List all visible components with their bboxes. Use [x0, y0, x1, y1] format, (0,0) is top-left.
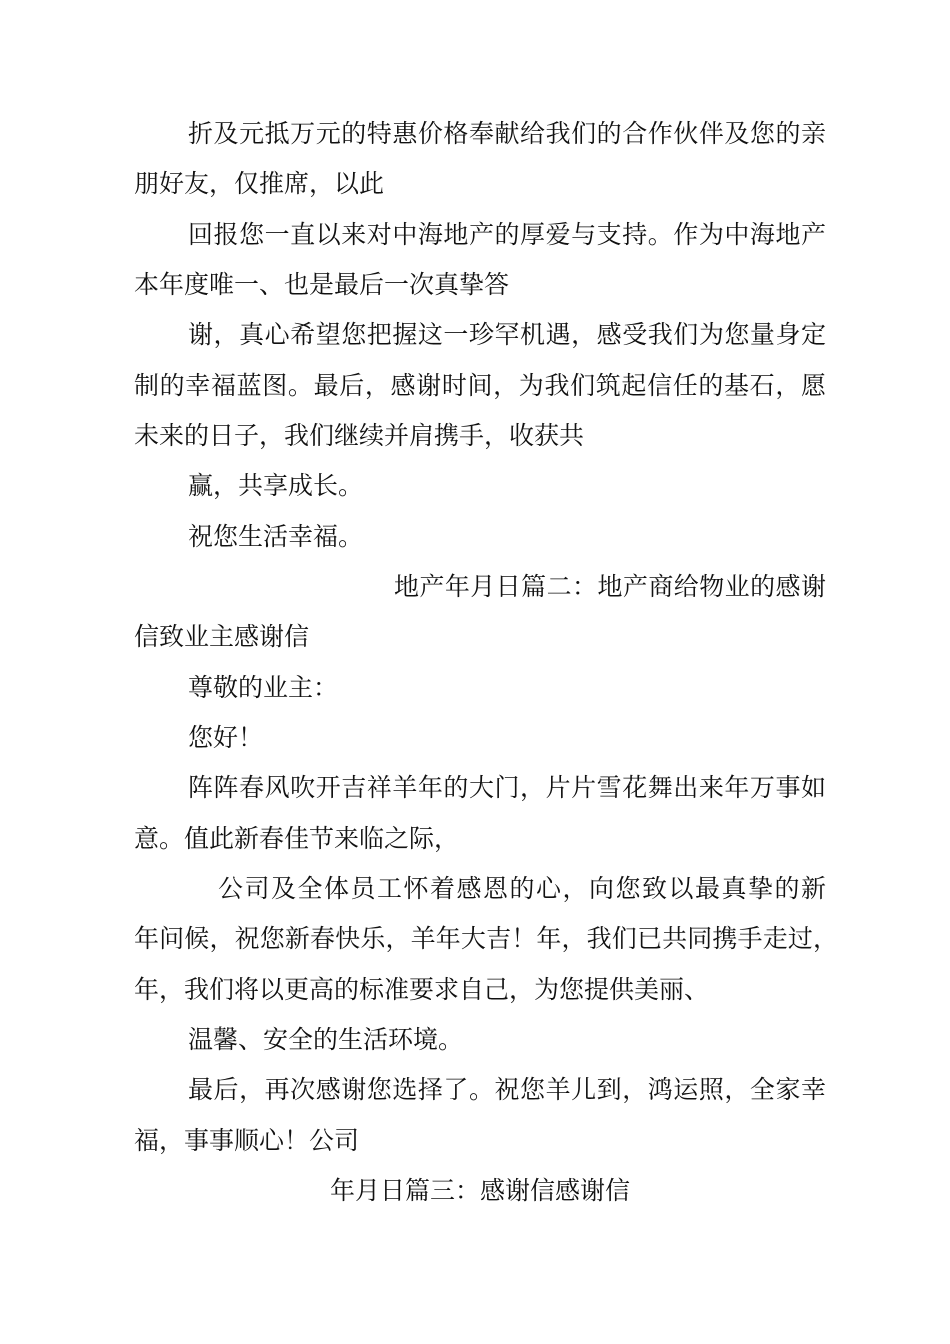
greeting: 您好！ — [188, 723, 264, 752]
text-line: 阵阵春风吹开吉祥羊年的大门，片片雪花舞出来年万事如 — [188, 773, 826, 802]
salutation: 尊敬的业主： — [188, 673, 339, 702]
text-line: 最后，再次感谢您选择了。祝您羊儿到，鸿运照，全家幸 — [188, 1075, 826, 1104]
text-line: 福，事事顺心！公司 — [134, 1126, 360, 1155]
section-heading-line: 信致业主感谢信 — [134, 622, 310, 651]
section-heading-line: 地产年月日篇二：地产商给物业的感谢 — [394, 572, 826, 601]
text-line: 意。值此新春佳节来临之际， — [134, 824, 460, 853]
text-line: 公司及全体员工怀着感恩的心，向您致以最真挚的新 — [218, 874, 826, 903]
text-line: 温馨、安全的生活环境。 — [188, 1025, 464, 1054]
text-line: 朋好友，仅推席，以此 — [134, 169, 385, 198]
text-line: 折及元抵万元的特惠价格奉献给我们的合作伙伴及您的亲 — [188, 119, 826, 148]
text-line: 未来的日子，我们继续并肩携手，收获共 — [134, 421, 585, 450]
section-heading-line: 年月日篇三：感谢信感谢信 — [330, 1176, 631, 1205]
text-line: 祝您生活幸福。 — [188, 522, 364, 551]
text-line: 年问候，祝您新春快乐，羊年大吉！年，我们已共同携手走过， — [134, 924, 838, 953]
text-line: 回报您一直以来对中海地产的厚爱与支持。作为中海地产 — [188, 220, 826, 249]
text-line: 年，我们将以更高的标准要求自己，为您提供美丽、 — [134, 975, 710, 1004]
text-line: 赢，共享成长。 — [188, 471, 364, 500]
text-line: 制的幸福蓝图。最后，感谢时间，为我们筑起信任的基石，愿 — [134, 371, 826, 400]
text-line: 本年度唯一、也是最后一次真挚答 — [134, 270, 510, 299]
text-line: 谢，真心希望您把握这一珍罕机遇，感受我们为您量身定 — [188, 320, 826, 349]
